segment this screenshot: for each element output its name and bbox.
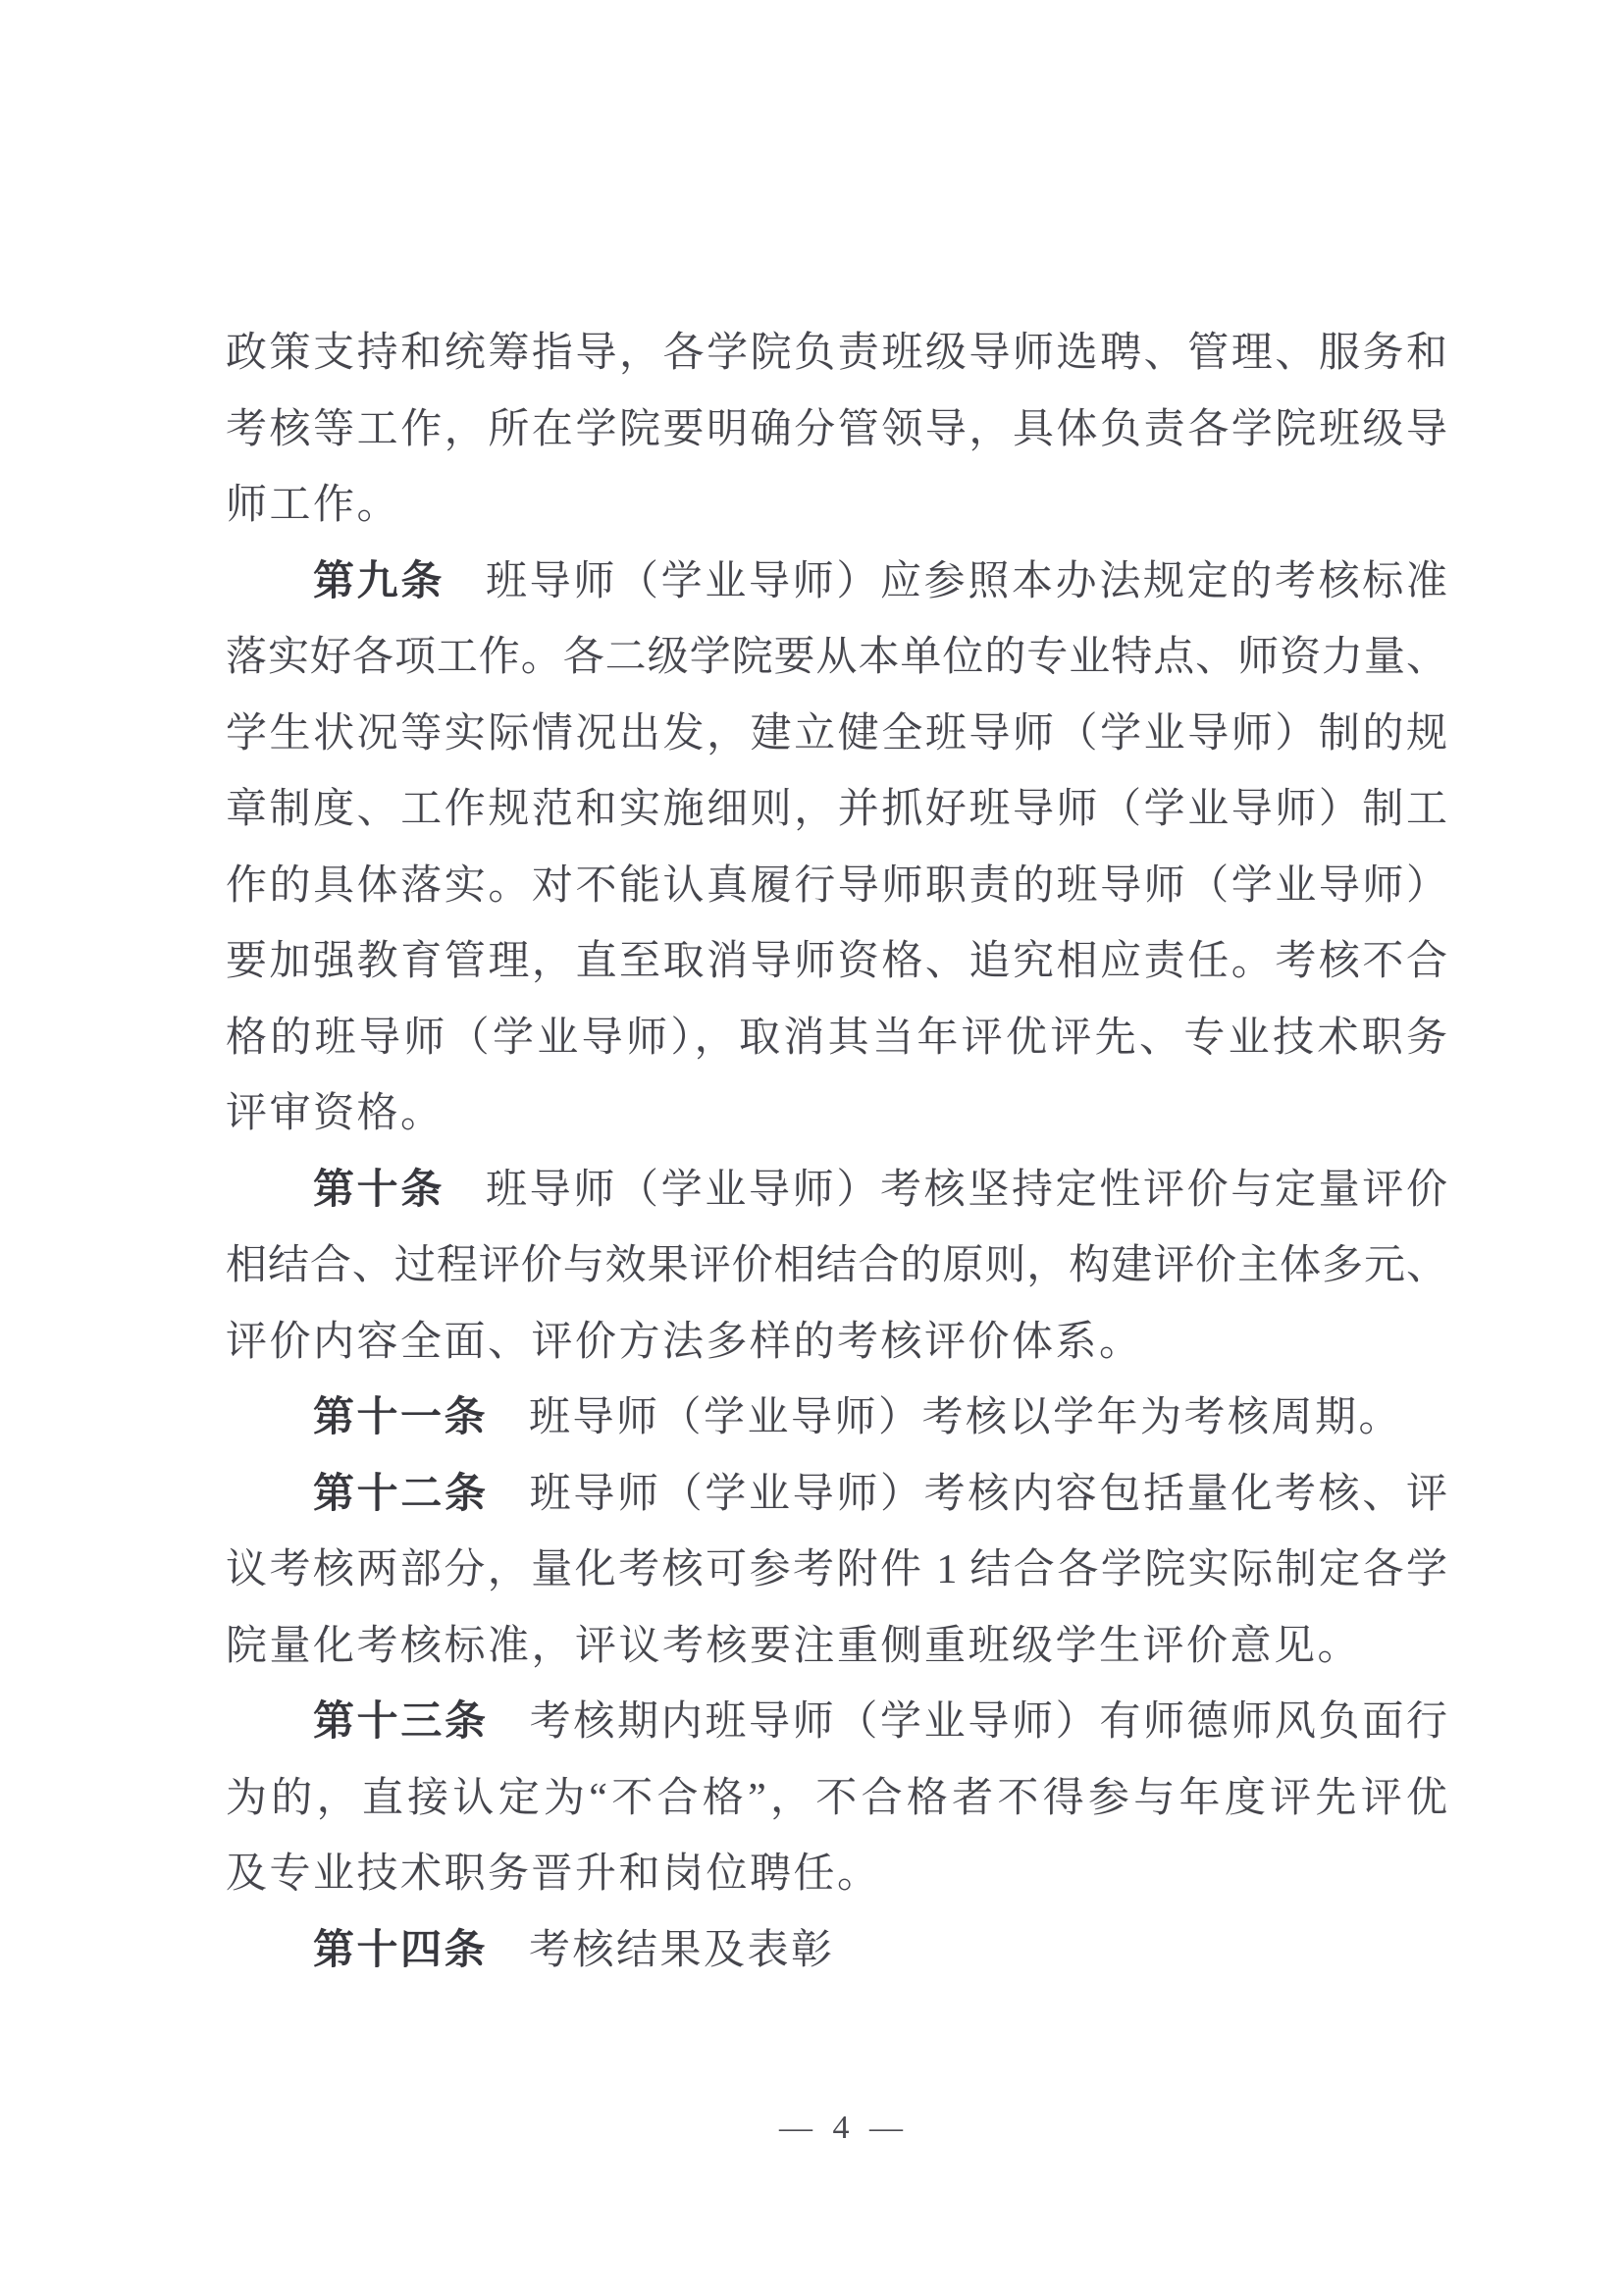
article-number: 第十三条 bbox=[313, 1699, 489, 1745]
text-line bbox=[226, 1457, 1447, 1534]
article-number: 第十条 bbox=[313, 1167, 445, 1213]
article-number: 第十二条 bbox=[313, 1471, 489, 1517]
text-line bbox=[226, 316, 1447, 392]
line-text: 班导师（学业导师）考核坚持定性评价与定量评价 bbox=[486, 1167, 1447, 1213]
line-text: 班导师（学业导师）考核内容包括量化考核、评 bbox=[529, 1471, 1447, 1517]
line-text: 落实好各项工作。各二级学院要从本单位的专业特点、师资力量、 bbox=[226, 635, 1447, 680]
line-text: 议考核两部分，量化考核可参考附件 1 结合各学院实际制定各学 bbox=[226, 1547, 1447, 1592]
text-line bbox=[226, 772, 1447, 849]
text-line bbox=[226, 1685, 1447, 1761]
text-line bbox=[226, 924, 1447, 1001]
page-number: — 4 — bbox=[779, 2110, 909, 2146]
line-text: 格的班导师（学业导师），取消其当年评优评先、专业技术职务 bbox=[226, 1015, 1447, 1061]
text-line bbox=[226, 545, 1447, 621]
line-text: 相结合、过程评价与效果评价相结合的原则，构建评价主体多元、 bbox=[226, 1243, 1447, 1288]
text-line bbox=[226, 1533, 1447, 1609]
text-line bbox=[226, 1228, 1447, 1305]
article-number: 第十四条 bbox=[313, 1927, 489, 1973]
line-text: 章制度、工作规范和实施细则，并抓好班导师（学业导师）制工 bbox=[226, 787, 1447, 832]
line-text: 作的具体落实。对不能认真履行导师职责的班导师（学业导师） bbox=[226, 862, 1447, 909]
line-text: 考核等工作，所在学院要明确分管领导，具体负责各学院班级导 bbox=[226, 406, 1447, 452]
text-line bbox=[226, 1076, 1447, 1153]
text-line bbox=[226, 849, 1447, 925]
line-text: 院量化考核标准，评议考核要注重侧重班级学生评价意见。 bbox=[226, 1623, 1362, 1669]
text-line bbox=[226, 1381, 1447, 1457]
text-line bbox=[226, 1153, 1447, 1229]
text-line bbox=[226, 1913, 1447, 1990]
text-line bbox=[226, 1837, 1447, 1913]
document-body bbox=[226, 316, 1447, 1989]
line-text: 要加强教育管理，直至取消导师资格、追究相应责任。考核不合 bbox=[226, 939, 1447, 984]
line-text: 为的，直接认定为“不合格”，不合格者不得参与年度评先评优 bbox=[226, 1775, 1447, 1821]
line-text: 及专业技术职务晋升和岗位聘任。 bbox=[226, 1852, 881, 1897]
article-number: 第九条 bbox=[313, 558, 445, 604]
article-number: 第十一条 bbox=[313, 1395, 489, 1440]
line-text: 政策支持和统筹指导，各学院负责班级导师选聘、管理、服务和 bbox=[226, 331, 1447, 376]
text-line bbox=[226, 1609, 1447, 1686]
text-line bbox=[226, 1305, 1447, 1382]
line-text: 班导师（学业导师）应参照本办法规定的考核标准 bbox=[486, 558, 1447, 604]
text-line bbox=[226, 697, 1447, 773]
text-line bbox=[226, 620, 1447, 697]
line-text: 考核期内班导师（学业导师）有师德师风负面行 bbox=[529, 1699, 1447, 1745]
text-line bbox=[226, 1761, 1447, 1838]
line-text: 师工作。 bbox=[226, 483, 401, 528]
text-line bbox=[226, 392, 1447, 469]
line-text: 评价内容全面、评价方法多样的考核评价体系。 bbox=[226, 1319, 1143, 1365]
line-text: 评审资格。 bbox=[226, 1091, 445, 1136]
text-line bbox=[226, 1001, 1447, 1077]
text-line bbox=[226, 468, 1447, 545]
line-text: 考核结果及表彰 bbox=[529, 1927, 835, 1973]
line-text: 班导师（学业导师）考核以学年为考核周期。 bbox=[529, 1395, 1403, 1440]
line-text: 学生状况等实际情况出发，建立健全班导师（学业导师）制的规 bbox=[226, 710, 1447, 757]
